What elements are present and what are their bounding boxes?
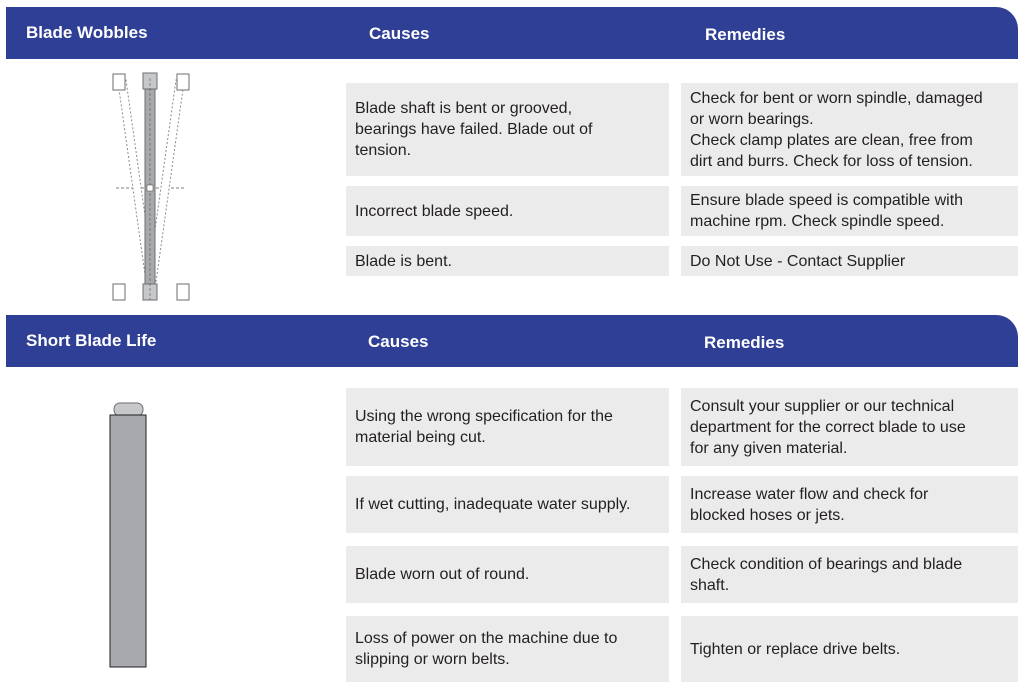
short-blade-life-header xyxy=(6,315,1018,367)
cause-line: Blade worn out of round. xyxy=(355,566,530,583)
section-title: Short Blade Life xyxy=(26,331,157,350)
cause-line: If wet cutting, inadequate water supply. xyxy=(355,496,631,513)
short-blade-illustration xyxy=(104,398,152,670)
cause-line: material being cut. xyxy=(355,429,486,446)
causes-heading: Causes xyxy=(368,332,429,351)
remedy-cell xyxy=(681,186,1018,236)
remedy-line: Consult your supplier or our technical xyxy=(690,397,955,415)
remedy-line: blocked hoses or jets. xyxy=(690,506,845,524)
remedy-cell xyxy=(681,546,1018,603)
cause-line: Incorrect blade speed. xyxy=(355,202,514,220)
remedy-cell xyxy=(681,246,1018,276)
remedy-line: Check clamp plates are clean, free from xyxy=(690,131,973,149)
remedy-line: or worn bearings. xyxy=(690,110,814,128)
cause-line: Blade shaft is bent or grooved, xyxy=(355,100,573,117)
remedy-line: dirt and burrs. Check for loss of tension. xyxy=(690,152,973,170)
remedy-line: Tighten or replace drive belts. xyxy=(690,640,901,658)
remedy-cell xyxy=(681,83,1018,176)
remedy-line: Check condition of bearings and blade xyxy=(690,555,963,573)
cause-cell xyxy=(346,388,669,466)
remedy-line: shaft. xyxy=(690,576,730,594)
cause-cell xyxy=(346,476,669,533)
cause-line: Loss of power on the machine due to xyxy=(355,630,618,647)
remedy-line: Do Not Use - Contact Supplier xyxy=(690,252,906,270)
remedy-line: machine rpm. Check spindle speed. xyxy=(690,213,945,230)
remedies-heading: Remedies xyxy=(705,25,786,44)
cause-line: slipping or worn belts. xyxy=(355,651,510,668)
remedy-line: Check for bent or worn spindle, damaged xyxy=(690,89,983,107)
cause-cell xyxy=(346,246,669,276)
blade-wobbles-header xyxy=(6,7,1018,59)
cause-cell xyxy=(346,83,669,176)
remedy-line: Ensure blade speed is compatible with xyxy=(690,192,964,209)
remedies-heading: Remedies xyxy=(704,333,785,352)
cause-cell xyxy=(346,186,669,236)
cause-line: bearings have failed. Blade out of xyxy=(355,121,593,138)
cause-line: Blade is bent. xyxy=(355,252,452,270)
causes-heading: Causes xyxy=(369,24,430,43)
section-title: Blade Wobbles xyxy=(26,23,148,42)
cause-line: Using the wrong specification for the xyxy=(355,408,613,425)
remedy-cell xyxy=(681,616,1018,682)
remedy-line: for any given material. xyxy=(690,439,848,457)
remedy-line: Increase water flow and check for xyxy=(690,485,929,503)
cause-cell xyxy=(346,616,669,682)
remedy-cell xyxy=(681,388,1018,466)
cause-cell xyxy=(346,546,669,603)
blade-wobble-illustration xyxy=(100,68,200,308)
cause-line: tension. xyxy=(355,142,412,159)
remedy-cell xyxy=(681,476,1018,533)
remedy-line: department for the correct blade to use xyxy=(690,418,966,436)
